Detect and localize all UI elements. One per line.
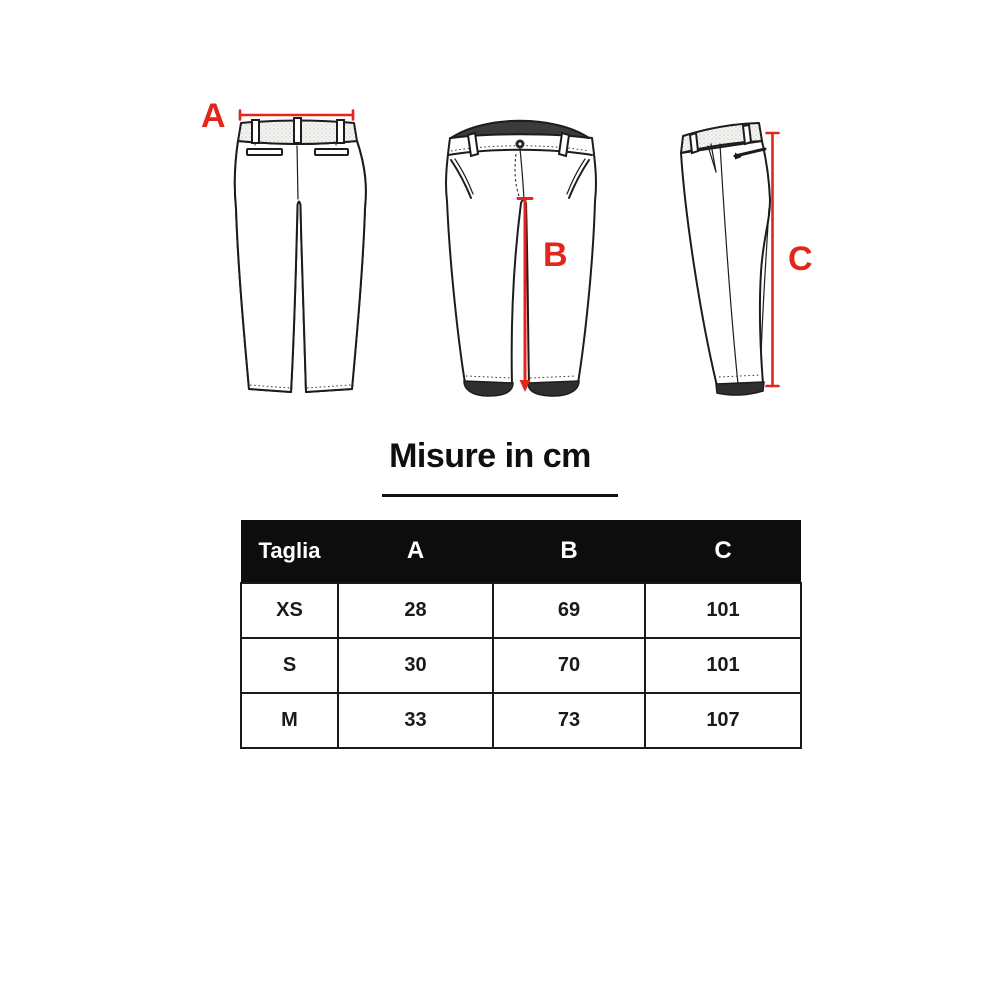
value-cell-b: 70: [493, 638, 645, 693]
size-cell: M: [241, 693, 338, 748]
value-cell-a: 28: [338, 583, 493, 638]
size-cell: S: [241, 638, 338, 693]
value-cell-c: 107: [645, 693, 801, 748]
label-c: C: [788, 240, 813, 278]
front-button: [516, 140, 525, 149]
value-cell-b: 73: [493, 693, 645, 748]
label-b: B: [543, 236, 568, 274]
header-cell-a: A: [338, 520, 493, 583]
pants-side-view-illustration: [675, 110, 785, 400]
header-cell-b: B: [493, 520, 645, 583]
header-cell-taglia: Taglia: [241, 520, 338, 583]
front-pants-body: [446, 133, 596, 385]
value-cell-c: 101: [645, 638, 801, 693]
side-pants-body: [681, 141, 770, 386]
page-title: Misure in cm: [389, 437, 591, 475]
table-row-m: [241, 693, 801, 748]
value-cell-c: 101: [645, 583, 801, 638]
value-cell-a: 33: [338, 693, 493, 748]
value-cell-a: 30: [338, 638, 493, 693]
size-cell: XS: [241, 583, 338, 638]
value-cell-b: 69: [493, 583, 645, 638]
header-cell-c: C: [645, 520, 801, 583]
size-table: [240, 520, 802, 749]
pants-back-view-illustration: [225, 108, 375, 400]
side-hem: [716, 382, 764, 395]
label-a: A: [201, 97, 226, 135]
table-row-s: [241, 638, 801, 693]
pants-front-view-illustration: [440, 108, 600, 400]
size-table-header-row: [241, 520, 801, 583]
table-row-xs: [241, 583, 801, 638]
title-underline: [382, 494, 618, 497]
